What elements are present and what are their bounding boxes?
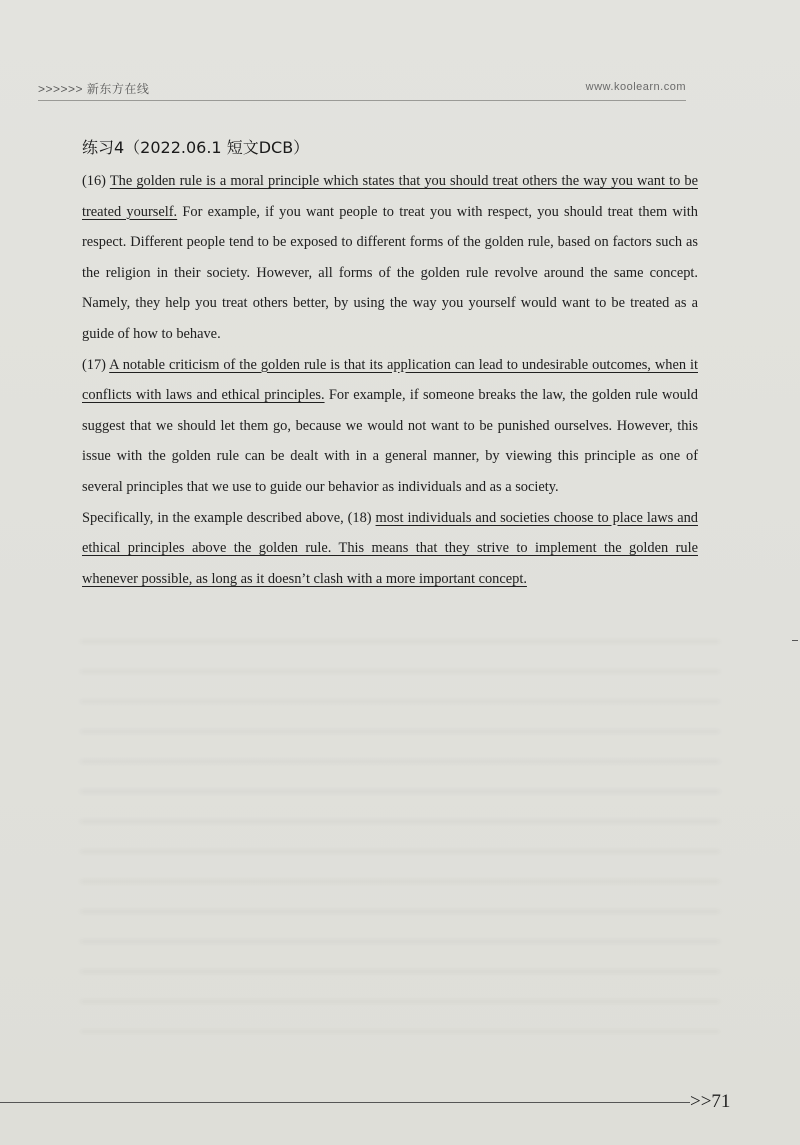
exercise-title: 练习4（2022.06.1 短文DCB） — [82, 138, 310, 157]
paragraph-16-text: For example, if you want people to treat you with respect, you should treat them with respect. Different people tend to be exposed to different forms of the golden rule, based on factors such as the religion in their society. However, all forms of the golden rule revolve around the same concept. Namely, they help you treat others better, by using the way you yourself would want to be treated as a guide of how to behave. — [82, 203, 698, 342]
edge-tick-mark — [792, 640, 798, 641]
paragraph-17-text: For example, if someone breaks the law, the golden rule would suggest that we should let them go, because we would not want to be punished ourselves. However, this issue with the golden rule can be dealt with in a general manner, by viewing this principle as one of several principles that we use to guide our behavior as individuals and as a society. — [82, 387, 698, 495]
page-header — [38, 78, 686, 101]
paragraph-16 — [82, 166, 698, 350]
paragraph-17 — [82, 350, 698, 503]
label-17: (17) — [82, 356, 106, 373]
header-url: www.koolearn.com — [585, 81, 686, 93]
paragraph-18 — [82, 503, 698, 595]
label-16: (16) — [82, 173, 106, 189]
footer-rule — [0, 1102, 690, 1103]
underlined-sentence-17: A notable criticism of the golden rule is that its application can lead to undesirable outcomes, when it conflicts with laws and ethical principles. — [82, 356, 698, 404]
underlined-sentence-18: most individuals and societies choose to place laws and ethical principles above the golden rule. This means that they strive to implement the golden rule whenever possible, as long as it doesn’t clash with a more important concept. — [82, 509, 698, 587]
page-number: >>71 — [690, 1091, 731, 1112]
passage-body — [82, 166, 698, 594]
bleed-through-shadow — [80, 640, 720, 1060]
paragraph-18-lead: Specifically, in the example described above, (18) — [82, 509, 372, 526]
header-brand: >>>>>> 新东方在线 — [38, 82, 150, 96]
underlined-sentence-16: The golden rule is a moral principle which states that you should treat others the way you want to be treated yourself. — [82, 173, 698, 220]
